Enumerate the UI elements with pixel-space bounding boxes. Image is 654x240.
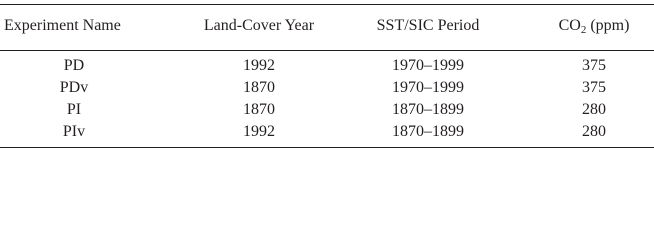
cell-land-cover-year: 1870 <box>243 79 275 96</box>
cell-co2: 375 <box>582 57 606 74</box>
table-row <box>0 121 654 143</box>
table-header-row <box>0 10 654 42</box>
cell-sst-sic-period: 1970–1999 <box>392 57 464 74</box>
table-bottom-rule <box>0 147 654 148</box>
cell-land-cover-year: 1992 <box>243 57 275 74</box>
table-row <box>0 55 654 77</box>
header-experiment-name: Experiment Name <box>4 17 121 34</box>
cell-sst-sic-period: 1970–1999 <box>392 79 464 96</box>
header-co2-subscript: 2 <box>580 24 587 36</box>
cell-sst-sic-period: 1870–1899 <box>392 123 464 140</box>
table-body <box>0 55 654 143</box>
cell-experiment-name: PI <box>66 101 82 118</box>
cell-land-cover-year: 1992 <box>243 123 275 140</box>
cell-experiment-name: PD <box>63 57 85 74</box>
table-top-rule <box>0 4 654 5</box>
header-co2 <box>536 10 652 42</box>
header-co2-prefix: CO <box>558 17 581 34</box>
header-co2-unit: (ppm) <box>586 17 630 34</box>
table-header-rule <box>0 50 654 51</box>
cell-co2: 280 <box>582 101 606 118</box>
header-sst-sic-period: SST/SIC Period <box>376 17 480 34</box>
cell-land-cover-year: 1870 <box>243 101 275 118</box>
cell-experiment-name: PIv <box>62 123 86 140</box>
cell-sst-sic-period: 1870–1899 <box>392 101 464 118</box>
table-row <box>0 77 654 99</box>
table-row <box>0 99 654 121</box>
cell-co2: 375 <box>582 79 606 96</box>
header-land-cover-year: Land-Cover Year <box>203 17 315 34</box>
cell-co2: 280 <box>582 123 606 140</box>
cell-experiment-name: PDv <box>59 79 89 96</box>
